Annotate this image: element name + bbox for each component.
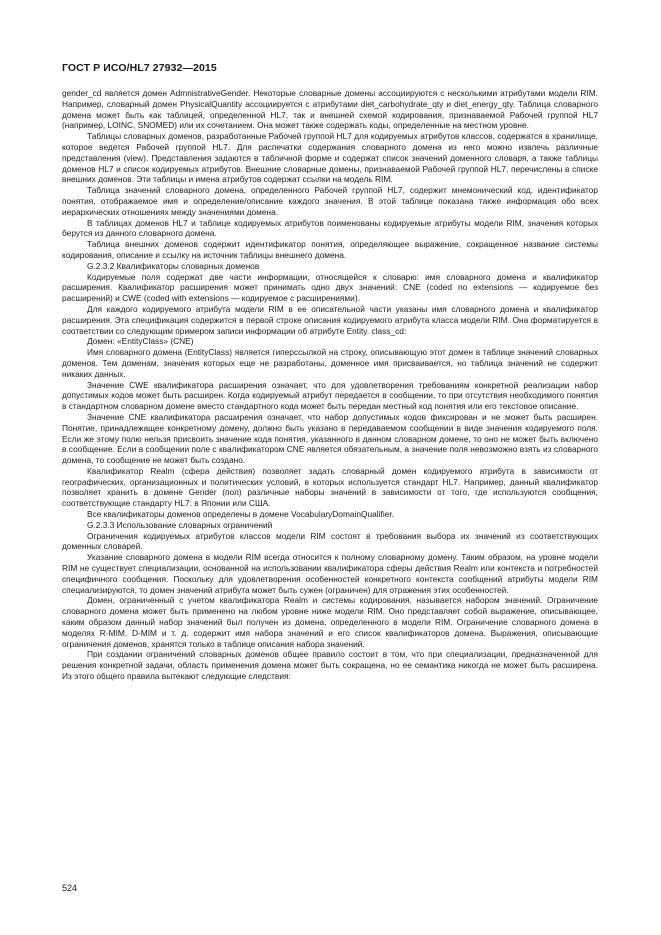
paragraph: При создании ограничений словарных доменов общее правило состоит в том, что при специализации, предназначенной для решения конкретной задачи, область применения домена может быть сокращена, но ее семантика никогда не может быть расширена. Из этого общего правила вытекают следующие следствия: xyxy=(62,649,598,682)
paragraph: Домен: «EntityClass» (CNE) xyxy=(87,336,194,347)
paragraph: G.2.3.2 Квалификаторы словарных доменов xyxy=(87,260,260,271)
paragraph: Таблица значений словарного домена, определенного Рабочей группой HL7, содержит мнемонический код, идентификатор понятия, отображаемое имя и определение/описание каждого значения. В этой таблице показана также информация обо всех иерархических отношениях между значениями домена. xyxy=(62,185,598,217)
paragraph: Домен, ограниченный с учетом квалификатора Realm и системы кодирования, называется набором значений. Ограничение словарного домена может быть применено на любом уровне ниже модели RIM. Оно представляет собой выражение, описывающее, каким образом данный набор значений был получен из домена, определенного в модели RIM. Ограничение словарного домена в моделях R-MIM, D-MIM и т. д. содержит имя набора значений и его список квалификаторов домена. Выражения, описывающие ограничения доменов, хранятся только в таблице описания набора значений. xyxy=(62,595,598,649)
body-text xyxy=(62,88,598,682)
paragraph: Имя словарного домена (EntityClass) является гиперссылкой на строку, описывающую этот домен в таблице значений словарных доменов. Тем доменам, значения которых еще не разработаны, доменное имя присваивается, но таблица значений не содержит никаких данных. xyxy=(62,347,598,379)
paragraph: Для каждого кодируемого атрибута модели RIM в ее описательной части указаны имя словарного домена и квалификатор расширения. Эта спецификация содержится в первой строке описания кодируемого атрибута класса модели RIM. Она форматируется в соответствии со следующим примером записи информации об атрибуте Entity. class_cd: xyxy=(62,303,598,336)
paragraph: G.2.3.3 Использование словарных ограничений xyxy=(87,519,273,530)
paragraph: Таблица внешних доменов содержит идентификатор понятия, определяющее выражение, сокращенное название системы кодирования, описание и ссылку на источник таблицы внешнего домена. xyxy=(62,239,598,260)
paragraph: gender_cd является домен AdmnistrativeGender. Некоторые словарные домены ассоциируются с несколькими атрибутами модели RIM. Например, словарный домен PhysicalQuantity ассоциируется с атрибутами diet_carbohydrate_qty и diet_energy_qty. Таблица словарного домена может быть как таблицей, определенной HL7, так и внешней схемой кодирования, признаваемой Рабочей группой HL7 (например, LOINC, SNOMED) или их сочетанием. Она может также содержать коды, определенные на местном уровне. xyxy=(62,88,598,131)
document-page xyxy=(62,62,598,682)
paragraph: Все квалификаторы доменов определены в домене VocabularyDomainQualifier. xyxy=(87,509,394,520)
paragraph: Таблицы словарных доменов, разработанные Рабочей группой HL7 для кодируемых атрибутов классов, содержатся в хранилище, которое ведется Рабочей группой HL7. Для распечатки содержания словарного домена из него можно извлечь различные представления (view). Представления задаются в табличной форме и содержат список значений доменного словаря, а также таблицы доменов HL7 и список кодируемых атрибутов. Внешние словарные домены, признаваемой Рабочей группой HL7, перечислены в списке внешних доменов. Эти таблицы и имена атрибутов содержат ссылки на модель RIM. xyxy=(62,131,598,185)
paragraph: Квалификатор Realm (сфера действия) позволяет задать словарный домен кодируемого атрибута в зависимости от географических, организационных и политических условий, в которых используется стандарт HL7. Например, данный квалификатор позволяет хранить в домене Gender (пол) различные наборы значений в зависимости от того, где используются сообщения, соответствующие стандарту HL7: в Японии или США. xyxy=(62,465,598,509)
paragraph: Кодируемые поля содержат две части информации, относящейся к словарю: имя словарного домена и квалификатор расширения. Квалификатор расширения может принимать одно двух значений: CNE (coded no extensions — кодируемое без расширений) и CWE (coded with extensions — кодируемое с расширениями). xyxy=(62,271,598,304)
paragraph: В таблицах доменов HL7 и таблице кодируемых атрибутов поименованы кодируемые атрибуты модели RIM, значения которых берутся из данного словарного домена. xyxy=(62,217,598,239)
paragraph: Значение CNE квалификатора расширения означает, что набор допустимых кодов фиксирован и не может быть расширен. Понятие, принадлежащее конкретному домену, должно быть указано в передаваемом сообщении в виде значения кодируемого поля. Если же этому полю нельзя присвоить значение кода понятия, указанного в данном словарном домене, то оно не может быть включено в сообщение. Если в сообщении поле с квалификатором CNE является обязательным, а значение поля невозможно взять из словарного домена, то сообщение не может быть создано. xyxy=(62,411,598,466)
paragraph: Значение CWE квалификатора расширения означает, что для удовлетворения требованиям конкретной реализации набор допустимых кодов может быть расширен. Когда кодируемый атрибут передается в сообщении, то при отсутствия необходимого понятия в стандартном словарном домене вместо стандартного кода может быть передан местный код понятия или его текстовое описание. xyxy=(62,379,598,412)
document-header: ГОСТ Р ИСО/HL7 27932—2015 xyxy=(62,62,217,74)
paragraph: Ограничения кодируемых атрибутов классов модели RIM состоят в требования выбора их значений из соответствующих доменных словарей. xyxy=(62,530,598,552)
page-number: 524 xyxy=(62,883,78,893)
paragraph: Указание словарного домена в модели RIM всегда относится к полному словарному домену. Таким образом, на уровне модели RIM не существует специализации, основанной на использовании квалификатора сферы действия Realm или контекста и потребностей специфичного сообщения. Поскольку для удовлетворения особенностей конкретного контекста сообщений атрибуты модели RIM специализируются, то домен значений атрибута может быть сужен (ограничен) для отражения этих особенностей. xyxy=(62,552,598,595)
